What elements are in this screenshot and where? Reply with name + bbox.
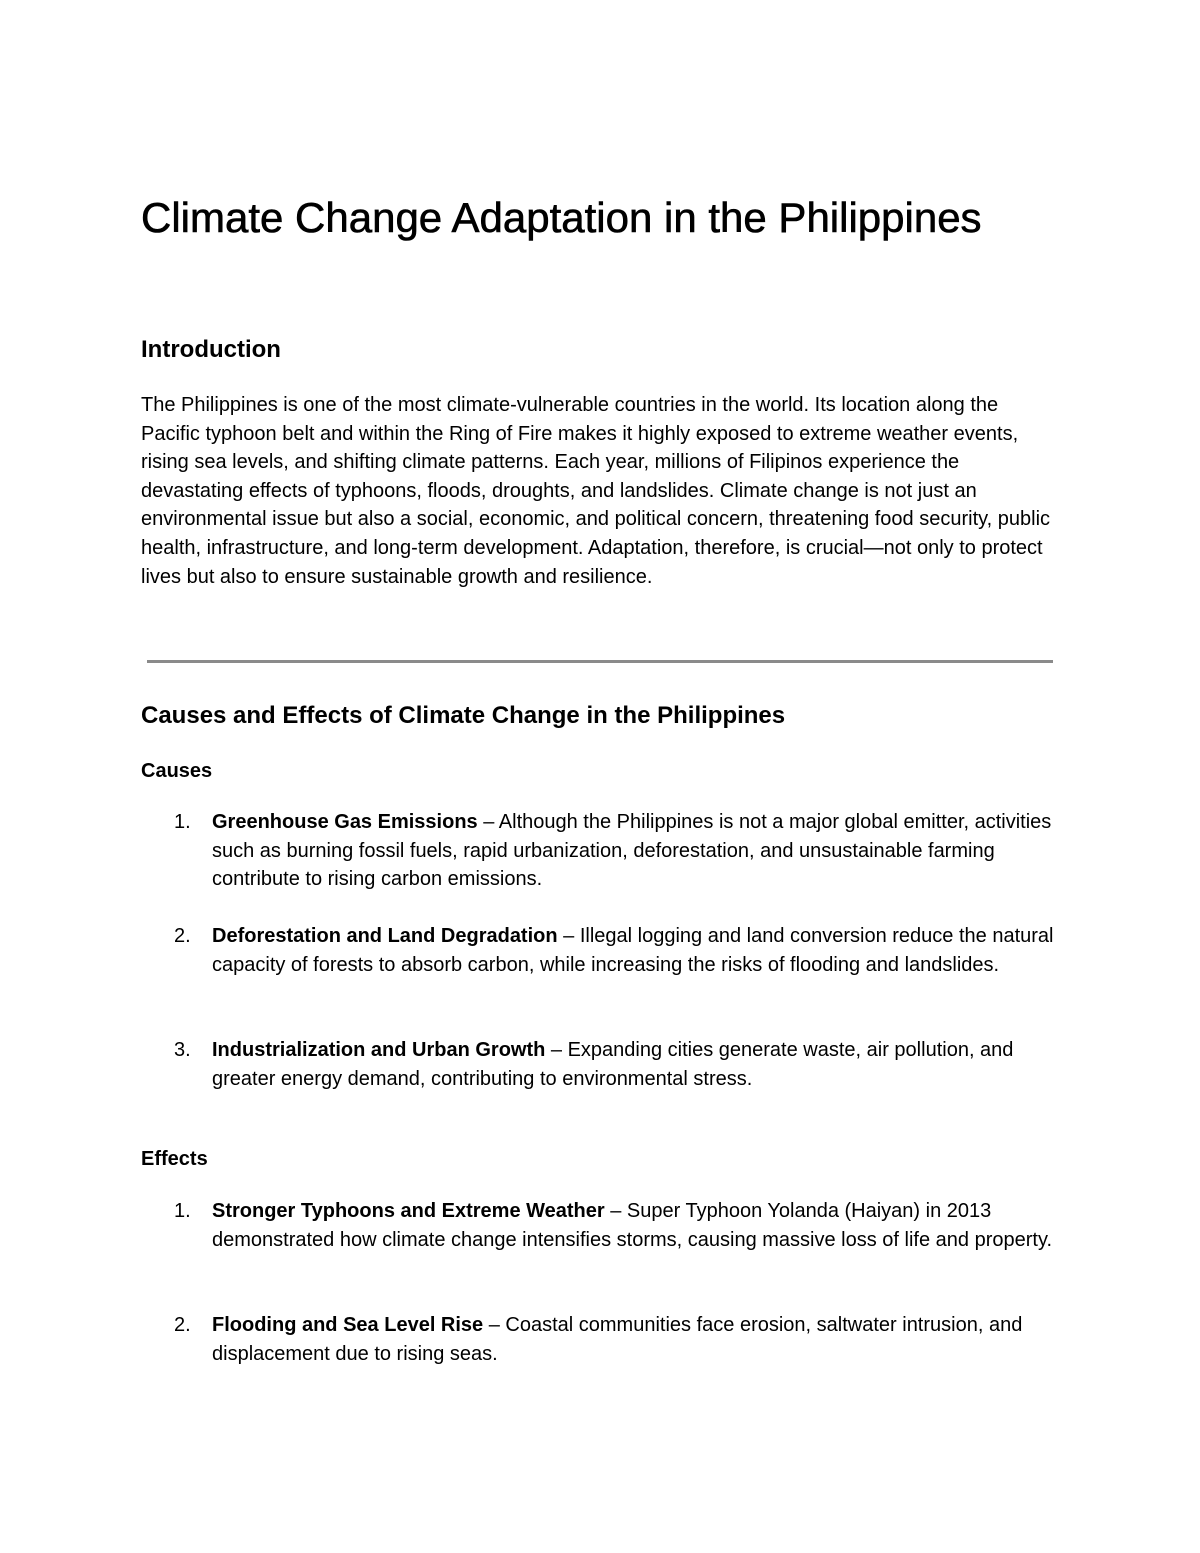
list-item bbox=[141, 808, 1061, 894]
list-item-term: Greenhouse Gas Emissions bbox=[212, 811, 478, 833]
list-item-term: Flooding and Sea Level Rise bbox=[212, 1314, 484, 1336]
list-item-term: Deforestation and Land Degradation bbox=[212, 925, 558, 947]
list-item-text: – Super Typhoon Yolanda (Haiyan) in 2013 demonstrated how climate change intensifies storms, causing massive loss of life and property. bbox=[212, 1200, 1053, 1251]
list-number: 2. bbox=[174, 925, 191, 947]
list-item bbox=[141, 1311, 1061, 1368]
introduction-paragraph: The Philippines is one of the most climate-vulnerable countries in the world. Its location along the Pacific typhoon belt and within the Ring of Fire makes it highly exposed to extreme weather events, rising sea levels, and shifting climate patterns. Each year, millions of Filipinos experience the devastating effects of typhoons, floods, droughts, and landslides. Climate change is not just an environmental issue but also a social, economic, and political concern, threatening food security, public health, infrastructure, and long-term development. Adaptation, therefore, is crucial—not only to protect lives but also to ensure sustainable growth and resilience. bbox=[141, 394, 1051, 588]
list-item-text: – Although the Philippines is not a major global emitter, activities such as burning fossil fuels, rapid urbanization, deforestation, and unsustainable farming contribute to rising carbon emissions. bbox=[212, 811, 1052, 891]
list-number: 1. bbox=[174, 1200, 191, 1222]
list-item-text: – Expanding cities generate waste, air pollution, and greater energy demand, contributing to environmental stress. bbox=[212, 1039, 1014, 1090]
effects-heading: Effects bbox=[141, 1148, 208, 1170]
list-number: 2. bbox=[174, 1314, 191, 1336]
list-item bbox=[141, 922, 1061, 979]
list-item-text: – Illegal logging and land conversion reduce the natural capacity of forests to absorb carbon, while increasing the risks of flooding and landslides. bbox=[212, 925, 1054, 976]
introduction-heading: Introduction bbox=[141, 336, 281, 363]
horizontal-divider bbox=[147, 660, 1053, 663]
list-number: 3. bbox=[174, 1039, 191, 1061]
list-item-term: Stronger Typhoons and Extreme Weather bbox=[212, 1200, 605, 1222]
document-title: Climate Change Adaptation in the Philippines bbox=[141, 194, 982, 241]
list-item bbox=[141, 1036, 1061, 1093]
list-number: 1. bbox=[174, 811, 191, 833]
list-item bbox=[141, 1197, 1061, 1254]
list-item-term: Industrialization and Urban Growth bbox=[212, 1039, 546, 1061]
list-item-text: – Coastal communities face erosion, saltwater intrusion, and displacement due to rising seas. bbox=[212, 1314, 1023, 1365]
causes-heading: Causes bbox=[141, 760, 213, 782]
section-heading: Causes and Effects of Climate Change in the Philippines bbox=[141, 702, 786, 729]
